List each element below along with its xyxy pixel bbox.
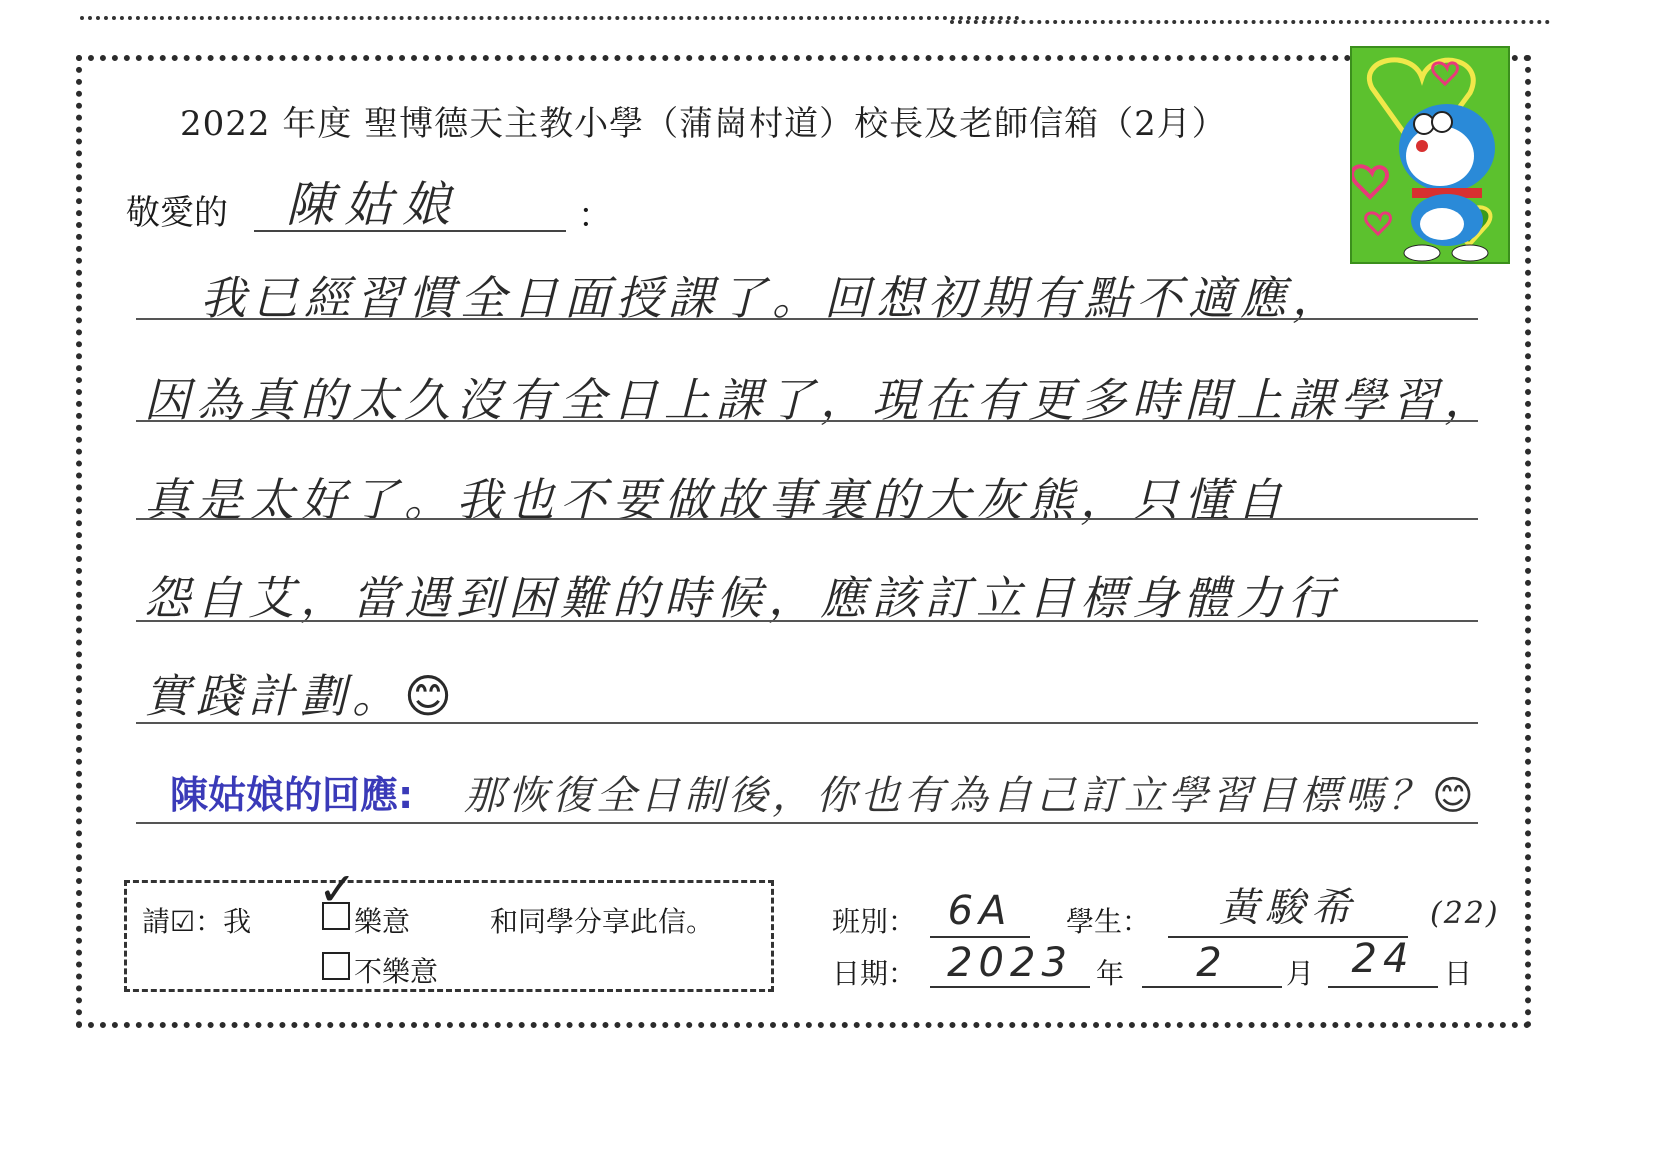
class-underline [930, 936, 1030, 938]
letter-line-5: 實踐計劃。😊 [144, 669, 458, 723]
ruled-line [136, 722, 1478, 724]
recipient-underline [254, 230, 566, 232]
letter-line-1: 我已經習慣全日面授課了。回想初期有點不適應， [200, 271, 1344, 325]
consent-yes-label: 樂意 [354, 905, 411, 938]
greeting-prefix: 敬愛的 [126, 193, 228, 233]
doraemon-sticker-icon [1350, 46, 1510, 264]
date-year: 2023 [947, 940, 1073, 986]
letter-line-4: 怨自艾，當遇到困難的時候，應該訂立目標身體力行 [144, 571, 1340, 625]
ruled-line [136, 518, 1478, 520]
check-mark-icon: ✓ [318, 862, 357, 916]
date-year-underline [930, 986, 1090, 988]
page-title: 2022 年度 聖博德天主教小學（蒲崗村道）校長及老師信箱（2月） [180, 104, 1227, 144]
consent-prefix: 請☑：我 [142, 905, 252, 938]
student-label: 學生： [1066, 905, 1151, 938]
date-month: 2 [1196, 940, 1228, 986]
greeting-colon: ： [578, 196, 612, 236]
student-name: 黃駿希 [1219, 885, 1357, 931]
ruled-line [136, 822, 1478, 824]
class-label: 班別： [832, 905, 917, 938]
date-year-unit: 年 [1096, 957, 1125, 990]
letter-line-3: 真是太好了。我也不要做故事裏的大灰熊，只懂自 [144, 473, 1288, 527]
teacher-reply-text: 那恢復全日制後，你也有為自己訂立學習目標嗎？😊 [464, 773, 1478, 819]
ruled-line [136, 620, 1478, 622]
top-dotted-divider-right [950, 20, 1550, 24]
consent-no-label: 不樂意 [354, 955, 439, 988]
date-day-unit: 日 [1444, 957, 1473, 990]
top-dotted-divider-left [80, 16, 1020, 20]
date-label: 日期： [832, 957, 917, 990]
teacher-reply-label: 陳姑娘的回應: [170, 773, 414, 817]
ruled-line [136, 318, 1478, 320]
recipient-name: 陳姑娘 [286, 177, 461, 233]
date-day: 24 [1351, 936, 1415, 982]
ruled-line [136, 420, 1478, 422]
date-day-underline [1328, 986, 1438, 988]
consent-no-checkbox[interactable] [322, 952, 350, 980]
class-value: 6A [947, 888, 1013, 934]
consent-suffix: 和同學分享此信。 [490, 905, 715, 938]
letter-line-2: 因為真的太久沒有全日上課了，現在有更多時間上課學習， [144, 373, 1496, 427]
student-number: (22) [1430, 896, 1500, 931]
date-month-underline [1142, 986, 1282, 988]
date-month-unit: 月 [1286, 957, 1315, 990]
